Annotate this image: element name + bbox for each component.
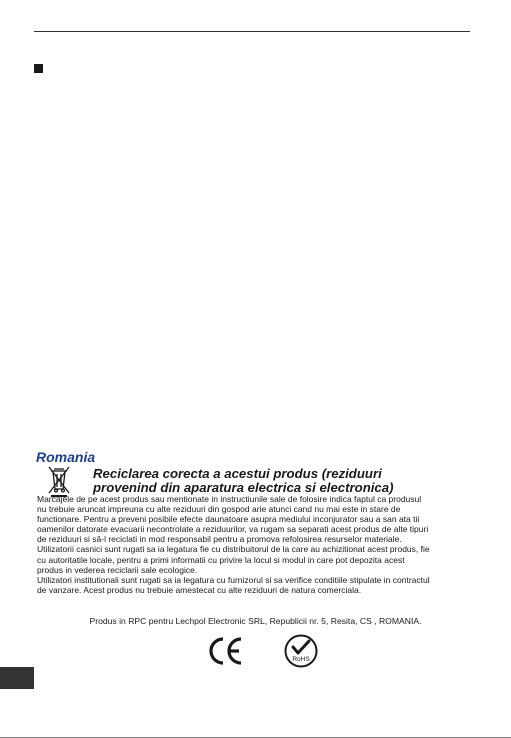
section-title <box>93 467 473 495</box>
bullet-square-icon <box>34 64 43 73</box>
body-line: Marcajele de pe acest produs sau mentionate in instructiunile sale de folosire indica faptul ca produsul <box>37 494 422 504</box>
body-line: Utilizatorii casnici sunt rugati sa ia legatura fie cu distribuitorul de la care au achizitionat acest produs, fie <box>37 544 430 555</box>
rohs-label: RoHS <box>292 656 310 663</box>
body-line: oamenilor datorate evacuarii necontrolate a reziduurilor, va rugam sa separati acest produs de alte tipuri <box>37 524 429 535</box>
producer-line: Produs in RPC pentru Lechpol Electronic SRL, Republicii nr. 5, Resita, CS , ROMANIA. <box>89 616 422 626</box>
body-line: functionare. Pentru a preveni posibile efecte daunatoare asupra mediului inconjurator sau a san ata tii <box>37 514 420 525</box>
body-line: cu autoritatile locale, pentru a primi informatii cu privire la locul si modul in care pot depozita acest <box>37 554 405 565</box>
body-paragraph <box>37 494 477 595</box>
page-edge-tab <box>0 667 34 689</box>
section-title-line-1: Reciclarea corecta a acestui produs (reziduuri <box>93 466 382 481</box>
ce-mark-icon <box>208 635 244 667</box>
body-line: nu trebuie aruncat impreuna cu alte reziduuri din gospod arie atunci cand nu mai este in stare de <box>37 504 401 515</box>
rohs-mark-icon <box>284 634 318 668</box>
crossed-out-bin-icon <box>46 464 72 498</box>
header-rule <box>34 31 470 32</box>
body-line: de reziduuri si sâ-l reciclati in mod responsabil pentru a promova refolosirea resurselor materiale. <box>37 534 402 545</box>
body-line: produs in vederea reciclarii sale ecologice. <box>37 564 198 575</box>
body-line: de vanzare. Acest produs nu trebuie amestecat cu alte reziduuri de natura comerciala. <box>37 584 362 595</box>
section-title-line-2: provenind din aparatura electrica si electronica) <box>93 480 394 495</box>
body-line: Utilizatori institutionali sunt rugati sa ia legatura cu furnizorul si sa verifice conditiile stipulate in contractul <box>37 574 430 585</box>
language-heading: Romania <box>36 449 96 465</box>
